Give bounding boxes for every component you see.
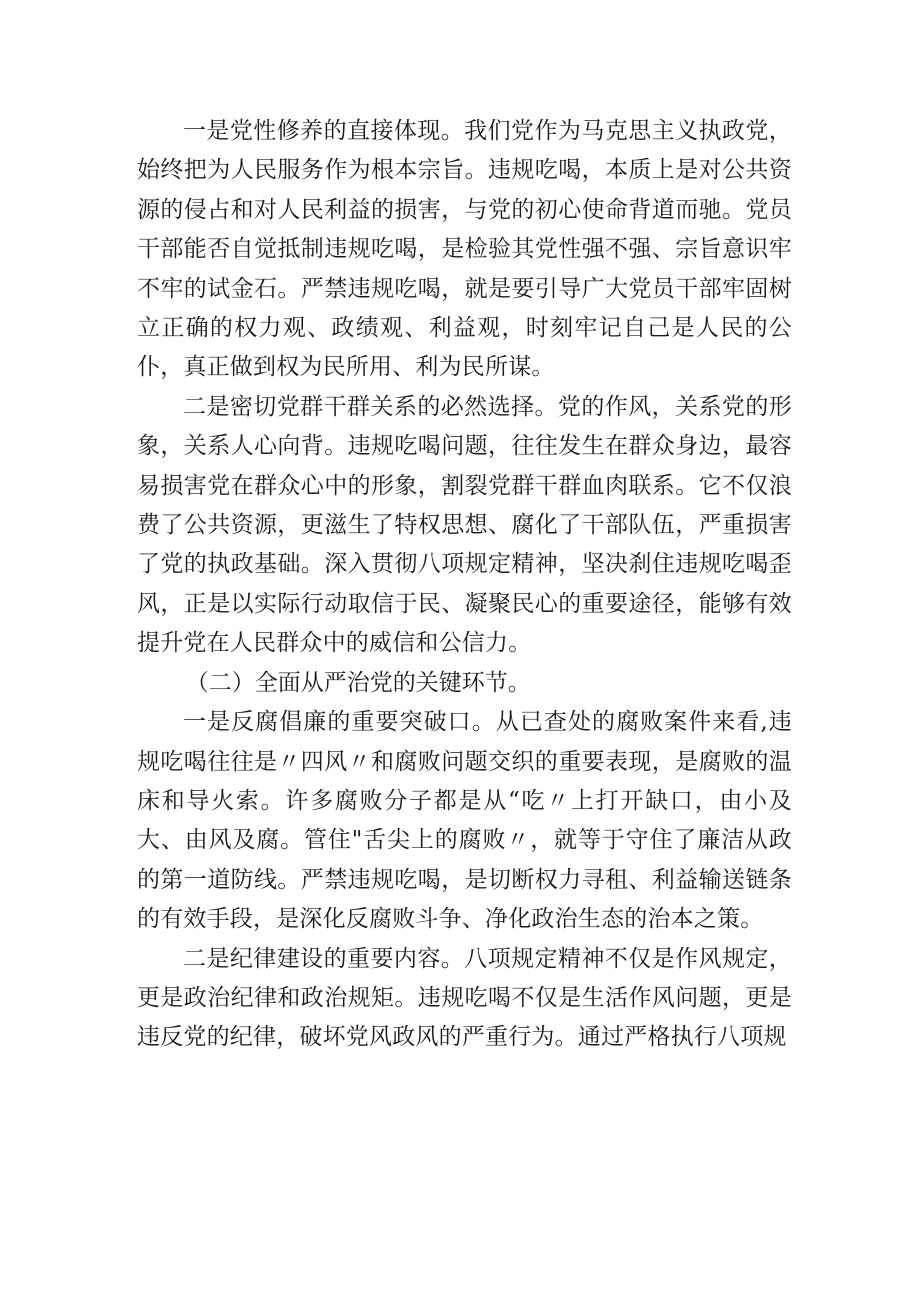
paragraph-discipline: 二是纪律建设的重要内容。八项规定精神不仅是作风规定，更是政治纪律和政治规矩。违规吃喝不仅是生活作风问题，更是违反党的纪律，破坏党风政风的严重行为。通过严格执行八项规 — [137, 945, 792, 1051]
paragraph-anti-corruption: 一是反腐倡廉的重要突破口。从已查处的腐败案件来看,违规吃喝往往是〃四风〃和腐败问题交织的重要表现，是腐败的温床和导火索。许多腐败分子都是从“吃〃上打开缺口，由小及大、由风及腐。管住"舌尖上的腐败〃，就等于守住了廉洁从政的第一道防线。严禁违规吃喝，是切断权力寻租、利益输送链条的有效手段，是深化反腐败斗争、净化政治生态的治本之策。 — [137, 709, 792, 933]
document-body — [137, 112, 792, 1058]
section-heading: （二）全面从严治党的关键环节。 — [185, 669, 531, 696]
paragraph-party-masses-relations: 二是密切党群干群关系的必然选择。党的作风，关系党的形象，关系人心向背。违规吃喝问题，往往发生在群众身边，最容易损害党在群众心中的形象，割裂党群干群血肉联系。它不仅浪费了公共资源，更滋生了特权思想、腐化了干部队伍，严重损害了党的执政基础。深入贯彻八项规定精神，坚决刹住违规吃喝歪风，正是以实际行动取信于民、凝聚民心的重要途径，能够有效提升党在人民群众中的威信和公信力。 — [137, 393, 792, 657]
paragraph-party-spirit: 一是党性修养的直接体现。我们党作为马克思主义执政党，始终把为人民服务作为根本宗旨。违规吃喝，本质上是对公共资源的侵占和对人民利益的损害，与党的初心使命背道而驰。党员干部能否自觉抵制违规吃喝，是检验其党性强不强、宗旨意识牢不牢的试金石。严禁违规吃喝，就是要引导广大党员干部牢固树立正确的权力观、政绩观、利益观，时刻牢记自己是人民的公仆，真正做到权为民所用、利为民所谋。 — [137, 118, 792, 381]
